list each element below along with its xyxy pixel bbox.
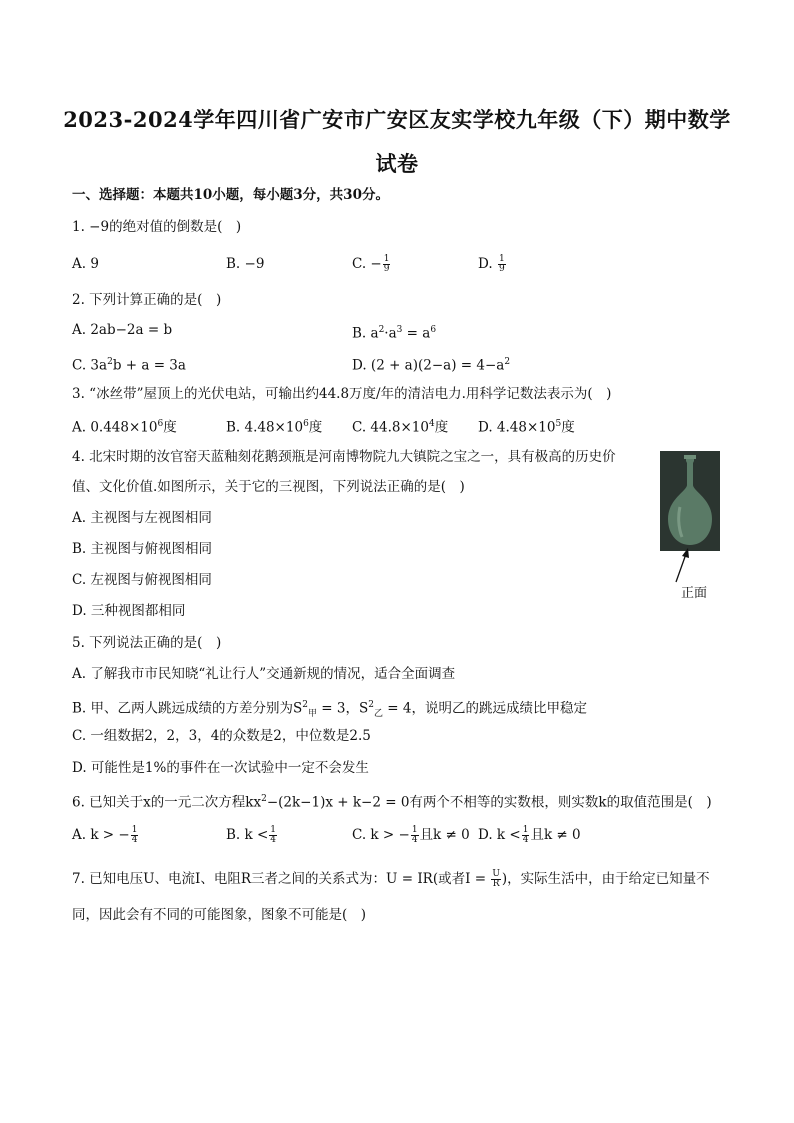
arrow-icon [670,548,694,584]
q5-option-d: D. 可能性是1%的事件在一次试验中一定不会发生 [72,760,369,776]
front-view-label: 正面 [681,586,708,601]
question-7-stem-line2: 同，因此会有不同的可能图象，图象不可能是( ) [72,907,367,923]
question-7-stem-line1: 7. 已知电压U、电流I、电阻R三者之间的关系式为：U = IR(或者I = $\frac{U}{R}$ )，实际生活中，由于给定已知量不 [72,869,710,889]
question-2-stem: 2. 下列计算正确的是( ) [72,292,222,308]
q3-option-c: C. $44.8\times 10^4$度 [352,419,449,436]
q2-option-b: B. $a^2\cdot a^3 = a^6$ [352,325,437,342]
section-heading: 一、选择题：本题共10小题，每小题3分，共30分。 [72,187,389,203]
q4-option-c: C. 左视图与俯视图相同 [72,572,212,588]
q3-option-a: A. $0.448\times 10^6$度 [72,419,177,436]
question-4-stem-line1: 4. 北宋时期的汝官窑天蓝釉刻花鹅颈瓶是河南博物院九大镇院之宝之一，具有极高的历史价 [72,449,616,465]
q6-option-d: D. k < $\frac{1}{4}$ 且k ≠ 0 [478,825,581,845]
q5-option-b: B. 甲、乙两人跳远成绩的方差分别为$S^2_甲 = 3$，$S^2_乙 = 4$，说明乙的跳远成绩比甲稳定 [72,700,587,720]
vase-image [660,451,720,551]
q4-option-a: A. 主视图与左视图相同 [72,510,212,526]
q4-option-b: B. 主视图与俯视图相同 [72,541,213,557]
q6-option-a: A. k > − $\frac{1}{4}$ [72,825,138,845]
q5-option-c: C. 一组数据2，2，3，4的众数是2，中位数是2.5 [72,728,371,744]
q2-option-a: A. 2ab−2a = b [72,322,173,338]
q6-option-c: C. k > − $\frac{1}{4}$ 且k ≠ 0 [352,825,470,845]
q1-option-b: B. −9 [226,256,265,272]
q6-option-b: B. k < $\frac{1}{4}$ [226,825,277,845]
question-6-stem: 6. 已知关于x的一元二次方程$kx^2-(2k-1)x + k-2 = 0$有两个不相等的实数根，则实数k的取值范围是( ) [72,794,712,811]
exam-title-line2: 试卷 [375,151,419,176]
question-5-stem: 5. 下列说法正确的是( ) [72,635,222,651]
q2-option-d: D. $(2 + a)(2-a) = 4-a^2$ [352,357,511,374]
q2-option-c: C. $3a^2b + a = 3a$ [72,357,186,374]
question-4-stem-line2: 值、文化价值.如图所示，关于它的三视图，下列说法正确的是( ) [72,479,465,495]
question-3-stem: 3. “冰丝带”屋顶上的光伏电站，可输出约44.8万度/年的清洁电力.用科学记数法表示为( ) [72,386,612,402]
exam-title-line1: 2023-2024学年四川省广安市广安区友实学校九年级（下）期中数学 [63,107,731,132]
question-1-stem: 1. −9的绝对值的倒数是( ) [72,219,242,235]
q1-option-c: C. − $\frac{1}{9}$ [352,254,390,274]
q1-option-a: A. 9 [72,256,99,272]
vase-photo [660,451,720,551]
q3-option-d: D. $4.48\times 10^5$度 [478,419,575,436]
q5-option-a: A. 了解我市市民知晓“礼让行人”交通新规的情况，适合全面调查 [72,666,456,682]
q4-option-d: D. 三种视图都相同 [72,603,186,619]
q1-option-d: D. $\frac{1}{9}$ [478,254,505,274]
q3-option-b: B. $4.48\times 10^6$度 [226,419,323,436]
